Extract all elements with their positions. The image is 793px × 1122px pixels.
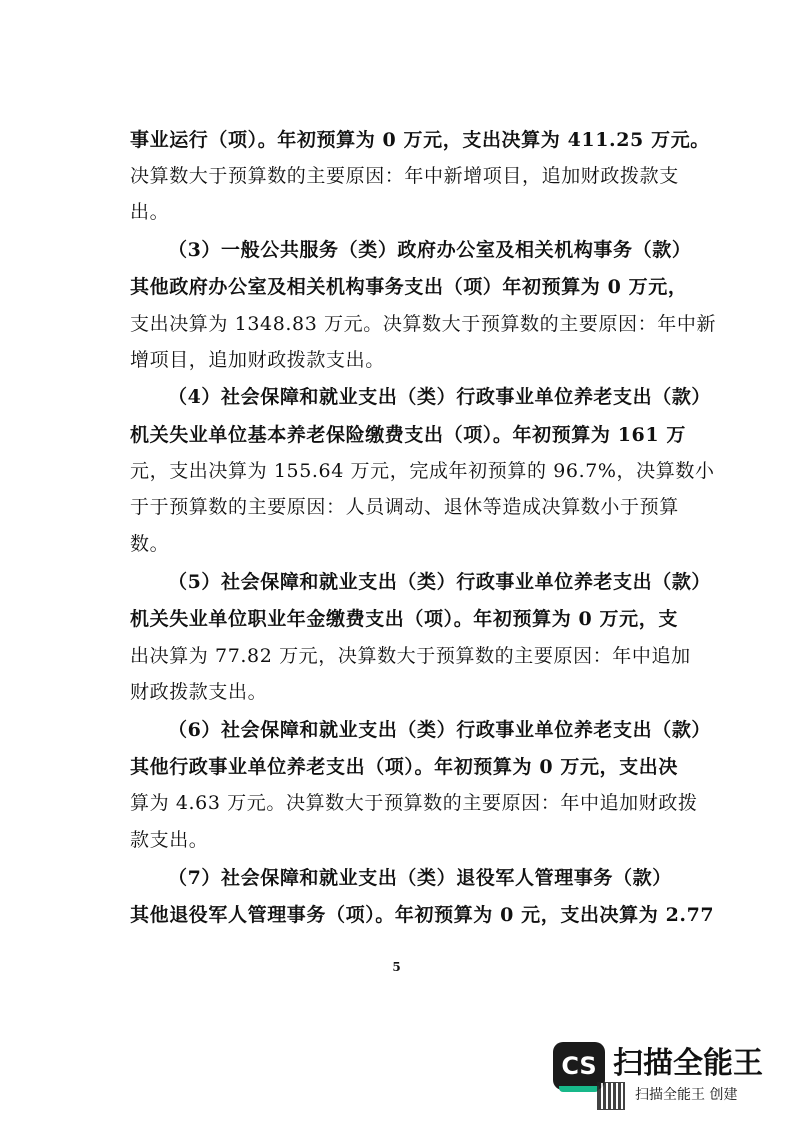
text-line: 事业运行（项）。年初预算为 0 万元，支出决算为 411.25 万元。 [130,129,710,151]
qr-code-icon [597,1082,625,1110]
watermark-badge: CS [561,1052,597,1080]
text-line: （7）社会保障和就业支出（类）退役军人管理事务（款） [168,867,672,889]
text-line: 算为 4.63 万元。决算数大于预算数的主要原因：年中追加财政拨 [130,792,698,814]
text-line: （4）社会保障和就业支出（类）行政事业单位养老支出（款） [168,386,712,408]
text-line: 出。 [130,201,170,223]
text-line: 支出决算为 1348.83 万元。决算数大于预算数的主要原因：年中新 [130,313,717,335]
text-line: 财政拨款支出。 [130,681,268,703]
text-line: 机关失业单位职业年金缴费支出（项）。年初预算为 0 万元，支 [130,608,678,630]
text-line: 其他退役军人管理事务（项）。年初预算为 0 元，支出决算为 2.77 [130,904,715,926]
text-line: 元，支出决算为 155.64 万元，完成年初预算的 96.7%，决算数小 [130,460,715,482]
text-line: （3）一般公共服务（类）政府办公室及相关机构事务（款） [168,239,692,261]
text-line: （5）社会保障和就业支出（类）行政事业单位养老支出（款） [168,571,712,593]
text-line: 决算数大于预算数的主要原因：年中新增项目，追加财政拨款支 [130,165,679,187]
scanner-watermark [553,1042,778,1112]
text-line: 其他行政事业单位养老支出（项）。年初预算为 0 万元，支出决 [130,756,678,778]
text-line: 机关失业单位基本养老保险缴费支出（项）。年初预算为 161 万 [130,424,686,446]
watermark-subtitle: 扫描全能王 创建 [635,1087,738,1103]
text-line: 数。 [130,533,170,555]
text-line: 其他政府办公室及相关机构事务支出（项）年初预算为 0 万元， [130,276,688,298]
page-number: 5 [392,960,401,974]
text-line: 于于预算数的主要原因：人员调动、退休等造成决算数小于预算 [130,496,679,518]
text-line: 出决算为 77.82 万元，决算数大于预算数的主要原因：年中追加 [130,645,691,667]
text-line: 增项目，追加财政拨款支出。 [130,349,385,371]
text-line: 款支出。 [130,829,209,851]
logo-accent [559,1086,599,1092]
text-line: （6）社会保障和就业支出（类）行政事业单位养老支出（款） [168,719,712,741]
watermark-title: 扫描全能王 [613,1046,763,1081]
